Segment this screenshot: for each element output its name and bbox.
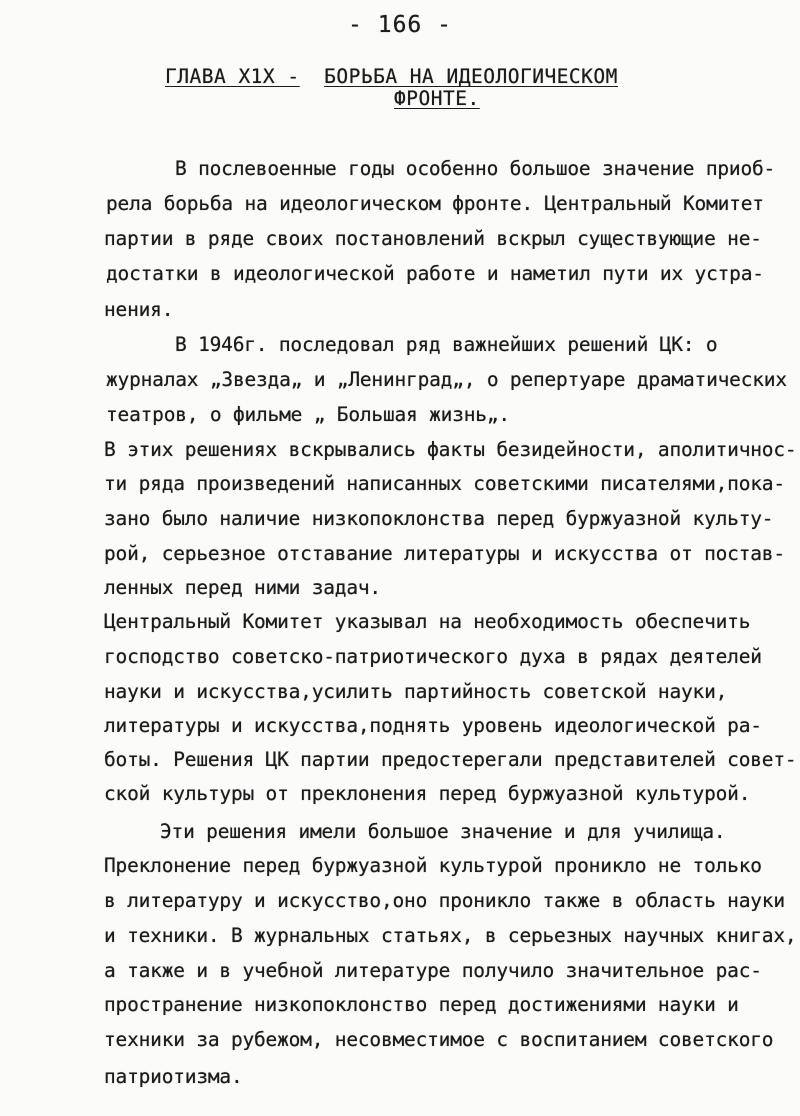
text-line: ской культуры от преклонения перед буржуазной культурой. (104, 782, 751, 805)
text-line: в литературу и искусство,оно проникло также в область науки (104, 889, 785, 912)
text-line: литературы и искусства,поднять уровень идеологической ра- (104, 714, 762, 737)
text-line: науки и искусства,усилить партийность советской науки, (104, 680, 728, 703)
text-line: рой, серьезное отставание литературы и искусства от постав- (104, 542, 785, 565)
text-line: театров, о фильме „ Большая жизнь„. (106, 403, 510, 426)
chapter-title-line-1 (165, 66, 618, 88)
text-line: В этих решениях вскрывались факты безидейности, аполитичнос- (104, 438, 797, 461)
chapter-heading-line-2: ФРОНТЕ. (394, 87, 480, 110)
page-number: - 166 - (348, 12, 452, 38)
text-line: патриотизма. (104, 1065, 243, 1088)
text-line: господство советско-патриотического духа в рядах деятелей (104, 645, 762, 668)
text-line: журналах „Звезда„ и „Ленинград„, о репертуаре драматических (106, 368, 787, 391)
text-line: ти ряда произведений написанных советскими писателями,пока- (104, 472, 785, 495)
text-line: рела борьба на идеологическом фронте. Центральный Комитет (106, 192, 764, 215)
text-line: а также и в учебной литературе получило значительное рас- (104, 959, 762, 982)
text-line: Эти решения имели большое значение и для училища. (160, 820, 726, 843)
text-line: нения. (104, 298, 174, 321)
text-line: зано было наличие низкопоклонства перед буржуазной культу- (104, 507, 774, 530)
chapter-title (165, 66, 618, 110)
text-line: достатки в идеологической работе и наметил пути их устра- (106, 262, 764, 285)
text-line: В 1946г. последовал ряд важнейших решений ЦК: о (175, 333, 718, 356)
text-line: и техники. В журнальных статьях, в серьезных научных книгах, (104, 924, 797, 947)
text-line: техники за рубежом, несовместимое с воспитанием советского (104, 1028, 774, 1051)
text-line: Преклонение перед буржуазной культурой проникло не только (104, 854, 762, 877)
text-line: боты. Решения ЦК партии предостерегали представителей совет- (104, 748, 797, 771)
text-line: ленных перед ними задач. (104, 576, 381, 599)
text-line: Центральный Комитет указывал на необходимость обеспечить (104, 610, 751, 633)
text-line: партии в ряде своих постановлений вскрыл существующие не- (104, 227, 762, 250)
chapter-label: ГЛАВА Х1Х - (165, 65, 300, 88)
chapter-heading-line-1: БОРЬБА НА ИДЕОЛОГИЧЕСКОМ (324, 65, 618, 88)
text-line: пространение низкопоклонство перед достижениями науки и (104, 993, 739, 1016)
text-line: В послевоенные годы особенно большое значение приоб- (175, 157, 776, 180)
